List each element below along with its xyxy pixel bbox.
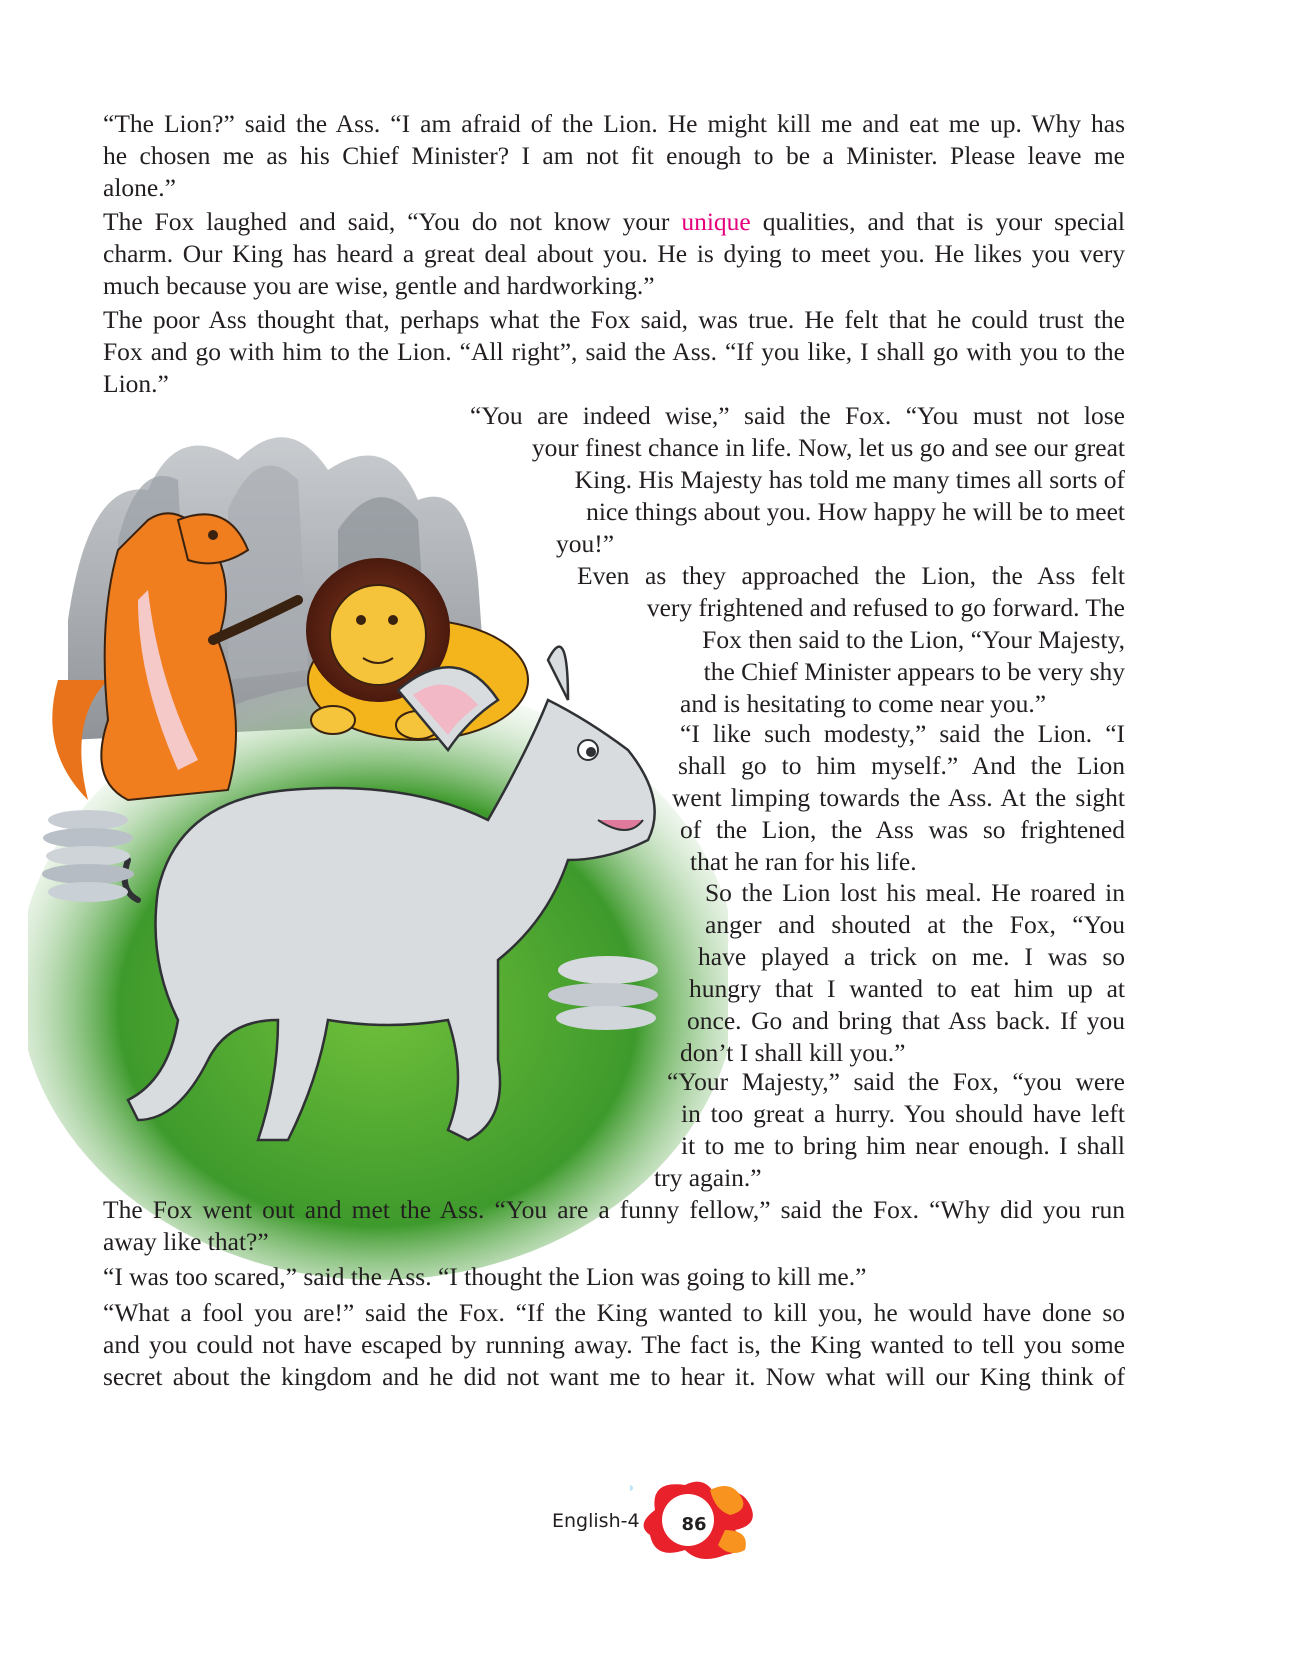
paragraph-8 xyxy=(654,1066,1125,1194)
text-line: try again.” xyxy=(654,1163,762,1192)
text-line: secret about the kingdom and he did not want me to hear it. Now what will our King think of xyxy=(103,1362,1125,1391)
paragraph-4 xyxy=(470,400,1125,560)
text-line: have played a trick on me. I was so xyxy=(698,942,1125,971)
text-line: and is hesitating to come near you.” xyxy=(680,689,1047,718)
book-title-label: English-4 xyxy=(552,1510,640,1532)
text-line: you!” xyxy=(556,529,615,558)
paragraph-9 xyxy=(103,1194,1125,1258)
paragraph-7 xyxy=(680,877,1125,1069)
text-line: charm. Our King has heard a great deal about you. He is dying to meet you. He likes you very xyxy=(103,239,1125,268)
text-line: The poor Ass thought that, perhaps what the Fox said, was true. He felt that he could trust the xyxy=(103,305,1125,334)
text-line: away like that?” xyxy=(103,1227,269,1256)
text-line: it to me to bring him near enough. I shall xyxy=(681,1131,1125,1160)
text-line: once. Go and bring that Ass back. If you xyxy=(687,1006,1125,1035)
text-line: much because you are wise, gentle and hardworking.” xyxy=(103,271,655,300)
text-line: “Your Majesty,” said the Fox, “you were xyxy=(667,1067,1125,1096)
text-line: “I was too scared,” said the Ass. “I thought the Lion was going to kill me.” xyxy=(103,1262,867,1291)
text-line: Lion.” xyxy=(103,369,169,398)
text-line: went limping towards the Ass. At the sight xyxy=(672,783,1125,812)
text-line: he chosen me as his Chief Minister? I am not fit enough to be a Minister. Please leave me xyxy=(103,141,1125,170)
text-line: and you could not have escaped by running away. The fact is, the King wanted to tell you some xyxy=(103,1330,1125,1359)
text-line: So the Lion lost his meal. He roared in xyxy=(705,878,1125,907)
text-line: your finest chance in life. Now, let us go and see our great xyxy=(531,433,1125,462)
paragraph-10 xyxy=(103,1261,1125,1293)
text-line: The Fox went out and met the Ass. “You are a funny fellow,” said the Fox. “Why did you run xyxy=(103,1195,1125,1224)
text-segment: qualities, and that is your special xyxy=(750,207,1125,236)
text-line: Fox then said to the Lion, “Your Majesty, xyxy=(702,625,1125,654)
text-line: don’t I shall kill you.” xyxy=(680,1038,906,1067)
page-number: 86 xyxy=(681,1514,707,1535)
paragraph-3 xyxy=(103,304,1125,400)
text-line: “What a fool you are!” said the Fox. “If the King wanted to kill you, he would have done so xyxy=(103,1298,1125,1327)
text-line: in too great a hurry. You should have left xyxy=(681,1099,1125,1128)
text-line: Fox and go with him to the Lion. “All right”, said the Ass. “If you like, I shall go with you to the xyxy=(103,337,1125,366)
text-line: “I like such modesty,” said the Lion. “I xyxy=(680,719,1125,748)
text-line: very frightened and refused to go forward. The xyxy=(646,593,1125,622)
text-line: anger and shouted at the Fox, “You xyxy=(705,910,1125,939)
paragraph-5 xyxy=(577,560,1125,720)
paragraph-1 xyxy=(103,108,1125,204)
text-segment: The Fox laughed and said, “You do not know your xyxy=(103,207,682,236)
text-line: hungry that I wanted to eat him up at xyxy=(689,974,1125,1003)
text-line xyxy=(103,206,1125,238)
text-line: nice things about you. How happy he will be to meet xyxy=(586,497,1125,526)
highlighted-word: unique xyxy=(681,207,751,236)
paragraph-2 xyxy=(103,206,1125,302)
text-line: “You are indeed wise,” said the Fox. “You must not lose xyxy=(470,401,1125,430)
text-line: shall go to him myself.” And the Lion xyxy=(678,751,1125,780)
text-line: “The Lion?” said the Ass. “I am afraid of the Lion. He might kill me and eat me up. Why has xyxy=(103,109,1125,138)
text-line: King. His Majesty has told me many times all sorts of xyxy=(574,465,1125,494)
text-line: Even as they approached the Lion, the Ass felt xyxy=(577,561,1125,590)
paragraph-6 xyxy=(672,718,1125,878)
text-line: alone.” xyxy=(103,173,176,202)
text-line: of the Lion, the Ass was so frightened xyxy=(680,815,1125,844)
text-line: that he ran for his life. xyxy=(690,847,917,876)
text-line: the Chief Minister appears to be very shy xyxy=(703,657,1125,686)
paragraph-11 xyxy=(103,1297,1125,1393)
